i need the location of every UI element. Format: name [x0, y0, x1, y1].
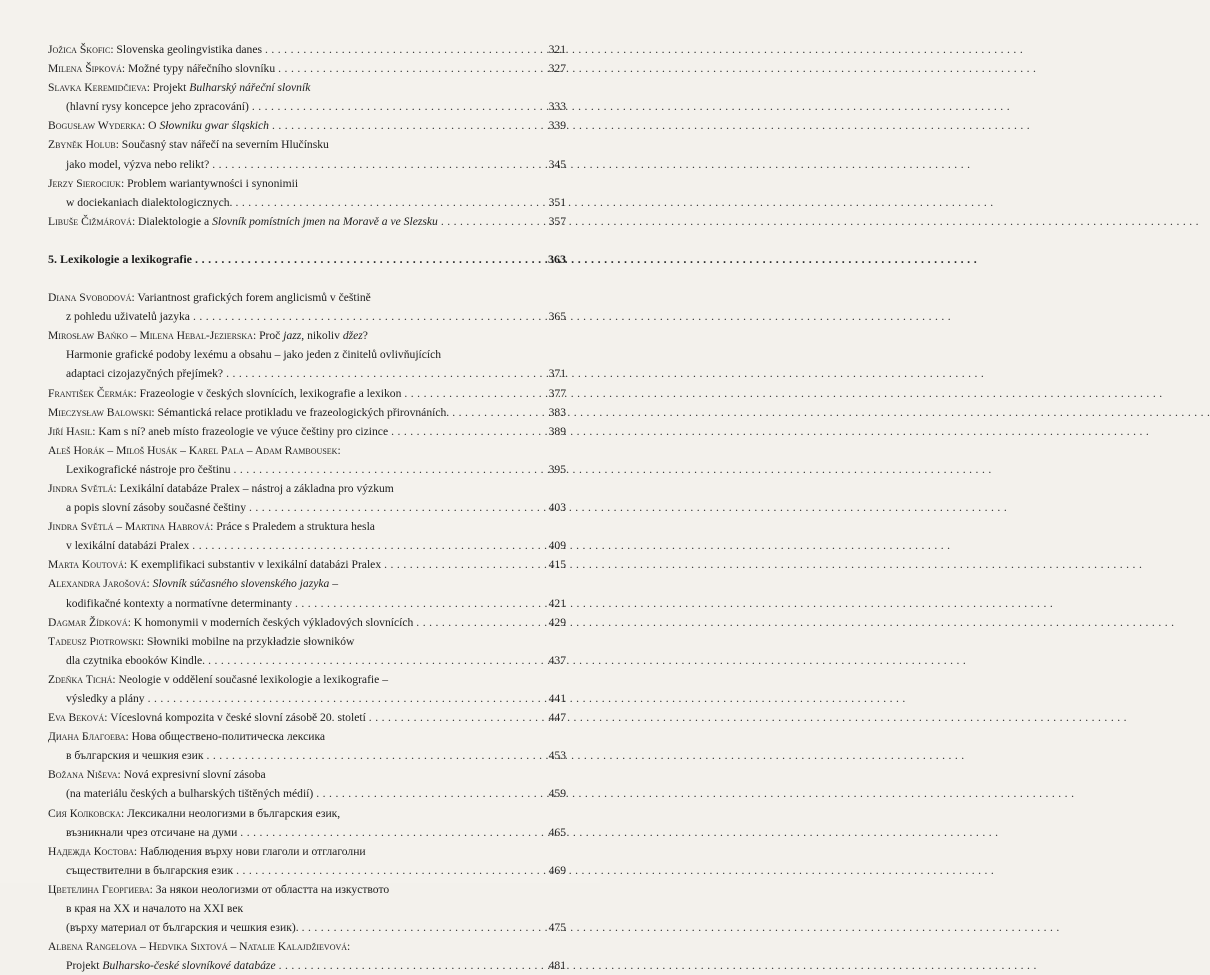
title-text: : Słowniki mobilne na przykładzie słowników [140, 634, 355, 648]
toc-line-text [66, 594, 292, 613]
title-text: a popis slovní zásoby současné češtiny [66, 501, 246, 515]
toc-line [48, 422, 566, 441]
page-number: 447 [548, 711, 566, 725]
toc-line-text [66, 651, 205, 670]
page-number: 377 [548, 386, 566, 400]
author-name: Albena Rangelova – Hedvika Sixtová – Natalie Kalajdžievová [48, 940, 348, 954]
toc-line-text [48, 555, 381, 574]
page-number: 441 [548, 692, 566, 705]
title-text: : Slovenska geolingvistika danes [110, 43, 262, 56]
italic-title: Slovník súčasného slovenského jazyka [152, 577, 330, 591]
toc-line [48, 498, 566, 517]
table-of-contents [48, 40, 566, 975]
author-name: Božana Niševa [48, 768, 118, 782]
toc-line-text [66, 918, 299, 937]
dot-leader [452, 403, 541, 422]
toc-line-text [48, 517, 375, 536]
toc-entry [48, 288, 566, 326]
dot-leader [316, 784, 541, 803]
toc-line-text [66, 689, 145, 708]
toc-line [48, 823, 566, 842]
toc-line [48, 250, 566, 269]
toc-entry [48, 479, 566, 517]
title-text: – [329, 577, 339, 591]
author-name: Надежда Костова [48, 844, 134, 858]
page-number: 351 [548, 195, 566, 209]
toc-line [48, 174, 566, 193]
toc-line [48, 78, 566, 97]
dot-leader [384, 555, 541, 574]
author-name: Aleš Horák – Miloš Husák – Karel Pala – Adam Rambousek [48, 443, 338, 457]
toc-line [48, 670, 566, 689]
dot-leader [192, 536, 541, 555]
toc-line-text [66, 307, 190, 326]
title-text: : Kam s ní? aneb místo frazeologie ve výuce češtiny pro cizince [92, 424, 389, 438]
dot-leader [441, 212, 541, 231]
dot-leader [240, 823, 541, 842]
toc-line-text [48, 708, 366, 727]
toc-line-text [48, 632, 354, 651]
toc-line [48, 403, 566, 422]
title-text: Lexikografické nástroje pro češtinu [66, 462, 231, 476]
toc-line [48, 613, 566, 632]
toc-line [48, 40, 566, 59]
toc-line [48, 651, 566, 670]
title-text: в българския и чешкия език [66, 749, 204, 763]
toc-line-text [48, 441, 341, 460]
title-text: (na materiálu českých a bulharských tištěných médií) [66, 787, 314, 801]
author-name: Zdeňka Tichá [48, 672, 113, 686]
dot-leader [235, 193, 541, 212]
toc-line [48, 804, 566, 823]
dot-leader [404, 384, 541, 403]
title-text: : Neologie v oddělení současné lexikologie a lexikografie – [112, 672, 388, 686]
title-text: : Sémantická relace protikladu ve frazeologických přirovnáních. [151, 405, 450, 419]
toc-line-text [48, 804, 340, 823]
toc-line-text [48, 479, 394, 498]
author-name: Libuše Čižmárová [48, 214, 132, 228]
title-text: výsledky a plány [66, 692, 145, 705]
toc-line-text [66, 823, 237, 842]
toc-entry [48, 326, 566, 383]
toc-line-text [48, 727, 325, 746]
title-text: dla czytnika ebooków Kindle. [66, 653, 206, 667]
toc-line [48, 460, 566, 479]
page-number: 469 [548, 863, 566, 877]
toc-line [48, 574, 566, 593]
toc-entry [48, 78, 566, 116]
title-text: : Možné typy nářečního slovníku [121, 62, 276, 76]
toc-line-text [48, 326, 368, 345]
toc-line-text [48, 174, 298, 193]
page-number: 383 [548, 405, 566, 419]
title-text: kodifikačné kontexty a normatívne determinanty [66, 596, 293, 610]
toc-entry [48, 574, 566, 612]
toc-line [48, 326, 566, 345]
dot-leader [212, 155, 541, 174]
toc-entry [48, 422, 566, 441]
toc-entry [48, 765, 566, 803]
toc-line-text [48, 78, 310, 97]
author-name: Diana Svobodová [48, 291, 132, 305]
page-number: 365 [548, 310, 566, 324]
author-name: Marta Koutová [48, 558, 124, 572]
toc-entry [48, 384, 566, 403]
dot-leader [206, 746, 541, 765]
toc-line [48, 918, 566, 937]
dot-leader [279, 956, 541, 975]
page-number: 453 [548, 749, 566, 763]
author-name: Alexandra Jarošová [48, 577, 147, 591]
title-text: jako model, výzva nebo relikt? [66, 157, 210, 171]
page-number: 321 [548, 43, 566, 56]
toc-line-text [66, 536, 189, 555]
toc-line-text [66, 460, 231, 479]
title-text: Harmonie grafické podoby lexému a obsahu – jako jeden z činitelů ovlivňujících [66, 348, 442, 362]
page-number: 339 [548, 119, 566, 133]
title-text: : Práce s Praledem a struktura hesla [210, 520, 375, 534]
toc-entry [48, 880, 566, 937]
title-text: w dociekaniach dialektologicznych. [66, 195, 233, 209]
toc-line-text [66, 861, 233, 880]
toc-line-text [48, 937, 350, 956]
author-name: Mirosław Bańko – Milena Hebal-Jezierska [48, 329, 253, 343]
author-name: Цветелина Георгиева [48, 882, 150, 896]
title-text: : За някои неологизми от областта на изкуството [149, 882, 390, 896]
toc-line-text [66, 784, 313, 803]
dot-leader [391, 422, 541, 441]
dot-leader [295, 594, 541, 613]
dot-leader [226, 364, 541, 383]
dot-leader [369, 708, 541, 727]
title-text: z pohledu uživatelů jazyka [66, 310, 190, 324]
toc-line [48, 212, 566, 231]
toc-entry [48, 403, 566, 422]
toc-entry [48, 212, 566, 231]
author-name: Dagmar Žídková [48, 615, 128, 629]
page-number: 481 [548, 959, 566, 973]
author-name: Jiří Hasil [48, 424, 93, 438]
title-text: ? [362, 329, 368, 343]
title-text: : Variantnost grafických forem anglicismů v češtině [131, 291, 371, 305]
dot-leader [249, 498, 541, 517]
page-number: 475 [548, 921, 566, 935]
toc-line [48, 689, 566, 708]
toc-entry [48, 727, 566, 765]
page-number: 363 [548, 251, 566, 266]
toc-line [48, 708, 566, 727]
author-name: František Čermák [48, 386, 134, 400]
toc-line-text [66, 498, 246, 517]
page-number: 357 [548, 214, 566, 228]
page-number: 371 [548, 367, 566, 381]
toc-line-text [48, 842, 366, 861]
toc-line-text [48, 574, 338, 593]
toc-entry [48, 937, 566, 975]
toc-line-text [66, 97, 249, 116]
title-text: : [347, 940, 351, 954]
italic-title: jazz [283, 329, 302, 343]
title-text: : Lexikální databáze Pralex – nástroj a základna pro výzkum [113, 481, 394, 495]
author-name: Eva Beková [48, 711, 105, 725]
title-text: : Нова обществено-политическа лексика [125, 730, 326, 744]
toc-entry [48, 174, 566, 212]
author-name: Bogusław Wyderka [48, 119, 143, 133]
title-text: : Současný stav nářečí na severním Hlučínsku [115, 138, 329, 152]
author-name: Jerzy Sierociuk [48, 176, 121, 190]
toc-line-text [66, 956, 276, 975]
toc-line [48, 384, 566, 403]
author-name: Slavka Keremidčieva [48, 81, 147, 95]
title-text: : Лексикални неологизми в българския език, [120, 806, 341, 820]
dot-leader [252, 97, 541, 116]
title-text: adaptaci cizojazyčných přejímek? [66, 367, 224, 381]
author-name: Zbyněk Holub [48, 138, 116, 152]
toc-line [48, 956, 566, 975]
section-spacer [48, 231, 566, 250]
toc-line [48, 555, 566, 574]
toc-entry [48, 517, 566, 555]
title-text: : Frazeologie v českých slovnících, lexikografie a lexikon [133, 386, 402, 400]
toc-line [48, 861, 566, 880]
toc-line-text [48, 288, 371, 307]
page-number: 459 [548, 787, 566, 801]
toc-line [48, 59, 566, 78]
page-number: 409 [548, 539, 566, 553]
toc-line [48, 727, 566, 746]
book-page [0, 0, 600, 973]
toc-line [48, 479, 566, 498]
page-number: 327 [548, 62, 566, 76]
author-name: Jindra Světlá [48, 481, 114, 495]
title-text: : Nová expresivní slovní zásoba [117, 768, 266, 782]
dot-leader [148, 689, 541, 708]
toc-entry [48, 670, 566, 708]
toc-line [48, 345, 566, 364]
toc-entry [48, 135, 566, 173]
title-text: : Víceslovná kompozita v české slovní zásobě 20. století [104, 711, 366, 725]
toc-line [48, 116, 566, 135]
toc-entry [48, 632, 566, 670]
toc-line-text [48, 422, 388, 441]
author-name: Сия Колковска [48, 806, 121, 820]
toc-line-text [66, 345, 441, 364]
toc-line-text [48, 250, 192, 269]
italic-title: Bulharský nářeční slovník [189, 81, 311, 95]
title-text: , nikoliv [301, 329, 343, 343]
title-text: съществителни в българския език [66, 863, 234, 877]
title-text: : O [142, 119, 160, 133]
author-name: Диана Благоева [48, 730, 126, 744]
title-text: възникнали чрез отсичане на думи [66, 825, 238, 839]
toc-entry [48, 116, 566, 135]
toc-line-text [66, 155, 209, 174]
author-name: Tadeusz Piotrowski [48, 634, 141, 648]
dot-leader [272, 116, 541, 135]
toc-line [48, 746, 566, 765]
toc-line-text [48, 384, 401, 403]
title-text: Projekt [66, 959, 103, 973]
toc-line-text [48, 403, 449, 422]
toc-entry [48, 708, 566, 727]
toc-entry [48, 842, 566, 880]
toc-line-text [48, 135, 329, 154]
toc-entry [48, 613, 566, 632]
title-text: : Dialektologie a [131, 214, 213, 228]
author-name: Jožica Škofic [48, 43, 111, 56]
toc-line [48, 880, 566, 899]
page-number: 345 [548, 157, 566, 171]
title-text: : [337, 443, 341, 457]
page-number: 415 [548, 558, 566, 572]
dot-leader [265, 40, 541, 59]
title-text: : Problem wariantywności i synonimii [120, 176, 299, 190]
toc-line [48, 97, 566, 116]
title-text: : [146, 577, 153, 591]
toc-line-text [48, 765, 266, 784]
toc-line [48, 517, 566, 536]
page-number: 333 [548, 100, 566, 114]
page-number: 421 [548, 596, 566, 610]
dot-leader [416, 613, 541, 632]
toc-line [48, 784, 566, 803]
toc-line-text [66, 193, 232, 212]
toc-line-text [48, 116, 269, 135]
section-spacer [48, 269, 566, 288]
dot-leader [193, 307, 541, 326]
dot-leader [195, 250, 541, 269]
toc-line [48, 193, 566, 212]
dot-leader [234, 460, 541, 479]
toc-line [48, 364, 566, 383]
toc-line-text [66, 899, 243, 918]
toc-line-text [48, 59, 275, 78]
toc-line [48, 765, 566, 784]
toc-line [48, 155, 566, 174]
italic-title: Słowniku gwar śląskich [159, 119, 269, 133]
title-text: : Projekt [146, 81, 190, 95]
toc-line-text [66, 746, 203, 765]
toc-line-text [48, 613, 413, 632]
title-text: : Proč [252, 329, 284, 343]
toc-line [48, 632, 566, 651]
toc-entry [48, 804, 566, 842]
toc-line [48, 135, 566, 154]
toc-line [48, 288, 566, 307]
toc-line-text [48, 670, 388, 689]
dot-leader [302, 918, 541, 937]
page-number: 437 [548, 653, 566, 667]
dot-leader [278, 59, 541, 78]
toc-line-text [48, 212, 438, 231]
toc-line [48, 937, 566, 956]
italic-title: Bulharsko-české slovníkové databáze [102, 959, 276, 973]
toc-entry [48, 555, 566, 574]
toc-line-text [48, 880, 389, 899]
dot-leader [236, 861, 541, 880]
toc-line [48, 441, 566, 460]
page-number: 465 [548, 825, 566, 839]
title-text: v lexikální databázi Pralex [66, 539, 190, 553]
title-text: : K exemplifikaci substantiv v lexikální databázi Pralex [123, 558, 382, 572]
page-number: 429 [548, 615, 566, 629]
dot-leader [208, 651, 541, 670]
toc-entry [48, 59, 566, 78]
toc-entry [48, 40, 566, 59]
italic-title: Slovník pomístních jmen na Moravě a ve Slezsku [212, 214, 438, 228]
toc-line-text [48, 40, 262, 59]
section-heading [48, 250, 566, 269]
author-name: Mieczysław Balowski [48, 405, 152, 419]
title-text: (hlavní rysy koncepce jeho zpracování) [66, 100, 249, 114]
toc-line [48, 899, 566, 918]
title-text: : Наблюдения върху нови глаголи и отглаголни [133, 844, 366, 858]
toc-entry [48, 441, 566, 479]
title-text: 5. Lexikologie a lexikografie [48, 251, 192, 266]
title-text: : K homonymii v moderních českých výkladových slovnících [127, 615, 414, 629]
page-number: 395 [548, 462, 566, 476]
toc-line [48, 536, 566, 555]
page-number: 403 [548, 501, 566, 515]
toc-line [48, 594, 566, 613]
author-name: Jindra Světlá – Martina Habrová [48, 520, 211, 534]
title-text: в края на XX и началото на XXI век [66, 902, 244, 916]
italic-title: džez [342, 329, 363, 343]
toc-line [48, 307, 566, 326]
toc-line-text [66, 364, 223, 383]
author-name: Milena Šipková [48, 62, 122, 76]
toc-line [48, 842, 566, 861]
title-text: (върху материал от българския и чешкия език). [66, 921, 299, 935]
page-number: 389 [548, 424, 566, 438]
